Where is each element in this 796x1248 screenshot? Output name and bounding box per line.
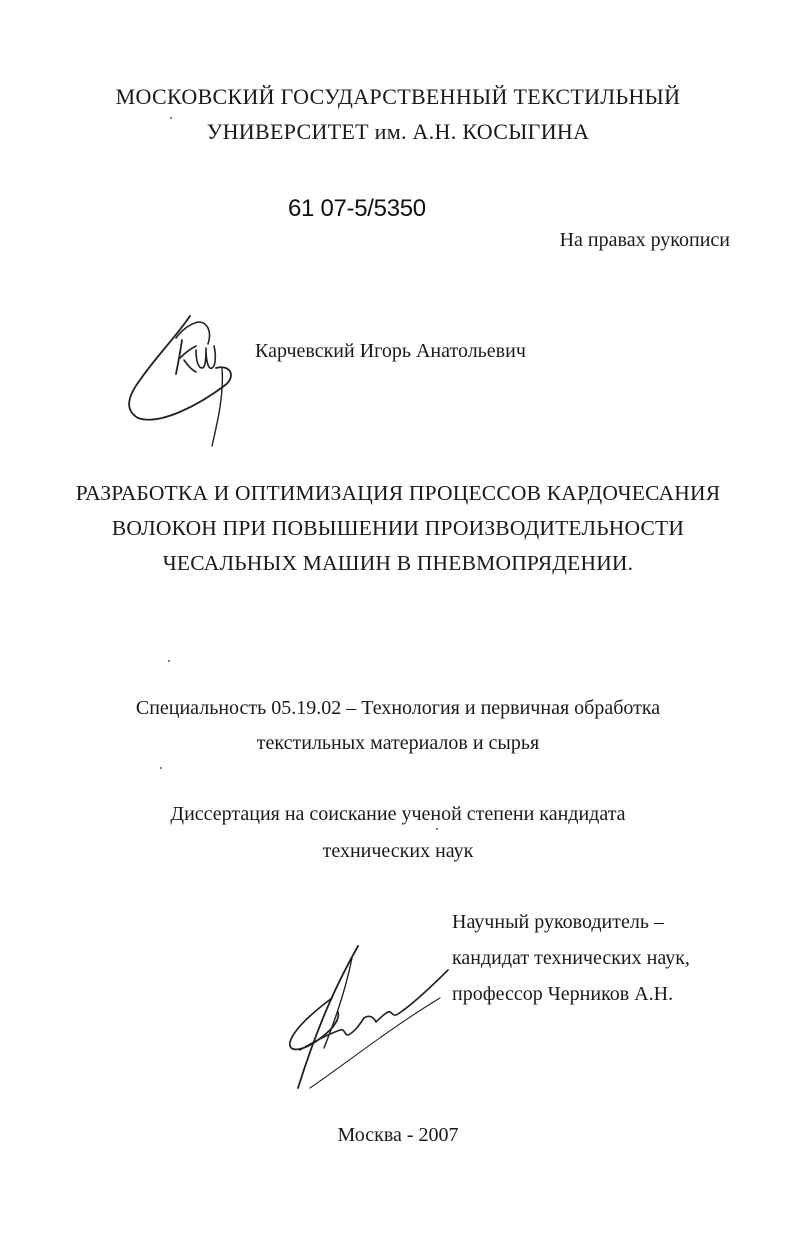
scan-speck (160, 767, 162, 769)
author-name: Карчевский Игорь Анатольевич (255, 340, 526, 362)
specialty-line2: текстильных материалов и сырья (256, 732, 540, 754)
university-name-line2: УНИВЕРСИТЕТ им. А.Н. КОСЫГИНА (206, 119, 590, 144)
dissertation-title-line2: ВОЛОКОН ПРИ ПОВЫШЕНИИ ПРОИЗВОДИТЕЛЬНОСТИ (111, 516, 685, 540)
city-year: Москва - 2007 (337, 1124, 459, 1146)
scan-speck (168, 660, 170, 662)
university-name-line1: МОСКОВСКИЙ ГОСУДАРСТВЕННЫЙ ТЕКСТИЛЬНЫЙ (115, 84, 681, 109)
rights-note: На правах рукописи (559, 229, 730, 251)
author-signature (120, 308, 245, 458)
degree-line1: Диссертация на соискание ученой степени кандидата (170, 803, 626, 825)
advisor-name: профессор Черников А.Н. (452, 983, 674, 1005)
advisor-role: Научный руководитель – (452, 911, 664, 933)
scan-speck (170, 117, 172, 119)
dissertation-title-line1: РАЗРАБОТКА И ОПТИМИЗАЦИЯ ПРОЦЕССОВ КАРДОЧЕСАНИЯ (75, 481, 721, 505)
specialty-line1: Специальность 05.19.02 – Технология и первичная обработка (135, 697, 661, 719)
scan-speck (436, 828, 438, 830)
degree-line2: технических наук (322, 840, 474, 862)
dissertation-title-line3: ЧЕСАЛЬНЫХ МАШИН В ПНЕВМОПРЯДЕНИИ. (162, 551, 634, 575)
advisor-degree: кандидат технических наук, (452, 947, 690, 969)
library-stamp-number: 61 07-5/5350 (288, 195, 426, 222)
advisor-signature (280, 938, 455, 1098)
